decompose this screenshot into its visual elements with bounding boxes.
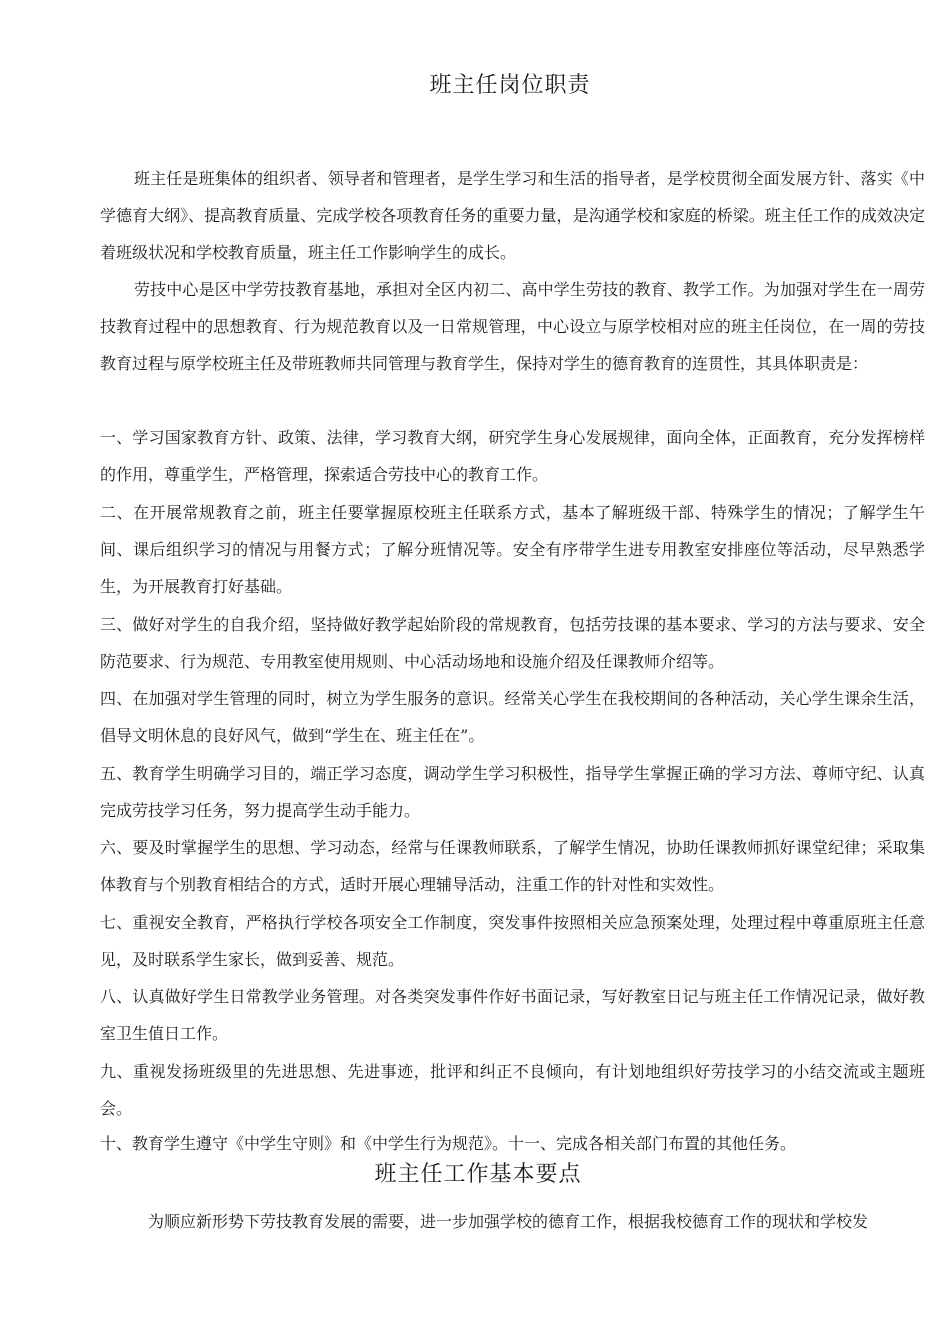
duty-item-3: 三、做好对学生的自我介绍，坚持做好教学起始阶段的常规教育，包括劳技课的基本要求、学习的方法与要求、安全防范要求、行为规范、专用教室使用规则、中心活动场地和设施介绍及任课教师介绍等。 [100, 615, 925, 671]
duty-item-4: 四、在加强对学生管理的同时，树立为学生服务的意识。经常关心学生在我校期间的各种活动，关心学生课余生活，倡导文明休息的良好风气，做到“学生在、班主任在”。 [100, 689, 925, 745]
duty-item-5: 五、教育学生明确学习目的，端正学习态度，调动学生学习积极性，指导学生掌握正确的学习方法、尊师守纪、认真完成劳技学习任务，努力提高学生动手能力。 [100, 764, 925, 820]
duty-item-9: 九、重视发扬班级里的先进思想、先进事迹，批评和纠正不良倾向，有计划地组织好劳技学习的小结交流或主题班会。 [100, 1062, 925, 1118]
intro-paragraph: 班主任是班集体的组织者、领导者和管理者，是学生学习和生活的指导者，是学校贯彻全面发展方针、落实《中学德育大纲》、提高教育质量、完成学校各项教育任务的重要力量，是沟通学校和家庭的桥梁。班主任工作的成效决定着班级状况和学校教育质量，班主任工作影响学生的成长。 [100, 169, 925, 262]
duty-item-7: 七、重视安全教育，严格执行学校各项安全工作制度，突发事件按照相关应急预案处理，处理过程中尊重原班主任意见，及时联系学生家长，做到妥善、规范。 [100, 913, 925, 969]
duty-item-10: 十、教育学生遵守《中学生守则》和《中学生行为规范》。十一、完成各相关部门布置的其他任务。 [100, 1134, 797, 1153]
duty-item-2: 二、在开展常规教育之前，班主任要掌握原校班主任联系方式，基本了解班级干部、特殊学生的情况；了解学生午间、课后组织学习的情况与用餐方式；了解分班情况等。安全有序带学生进专用教室安排座位等活动，尽早熟悉学生，为开展教育打好基础。 [100, 503, 925, 596]
duty-item-1: 一、学习国家教育方针、政策、法律，学习教育大纲，研究学生身心发展规律，面向全体，正面教育，充分发挥榜样的作用，尊重学生，严格管理，探索适合劳技中心的教育工作。 [100, 428, 925, 484]
duty-item-6: 六、要及时掌握学生的思想、学习动态，经常与任课教师联系，了解学生情况，协助任课教师抓好课堂纪律；采取集体教育与个别教育相结合的方式，适时开展心理辅导活动，注重工作的针对性和实效性。 [100, 838, 925, 894]
section-paragraph: 为顺应新形势下劳技教育发展的需要，进一步加强学校的德育工作，根据我校德育工作的现状和学校发 [148, 1212, 869, 1231]
document-title: 班主任岗位职责 [429, 73, 591, 98]
duty-item-8: 八、认真做好学生日常教学业务管理。对各类突发事件作好书面记录，写好教室日记与班主任工作情况记录，做好教室卫生值日工作。 [100, 987, 925, 1043]
intro-paragraph: 劳技中心是区中学劳技教育基地，承担对全区内初二、高中学生劳技的教育、教学工作。为加强对学生在一周劳技教育过程中的思想教育、行为规范教育以及一日常规管理，中心设立与原学校相对应的班主任岗位，在一周的劳技教育过程与原学校班主任及带班教师共同管理与教育学生，保持对学生的德育教育的连贯性，其具体职责是： [100, 280, 925, 373]
section-title: 班主任工作基本要点 [374, 1162, 582, 1187]
